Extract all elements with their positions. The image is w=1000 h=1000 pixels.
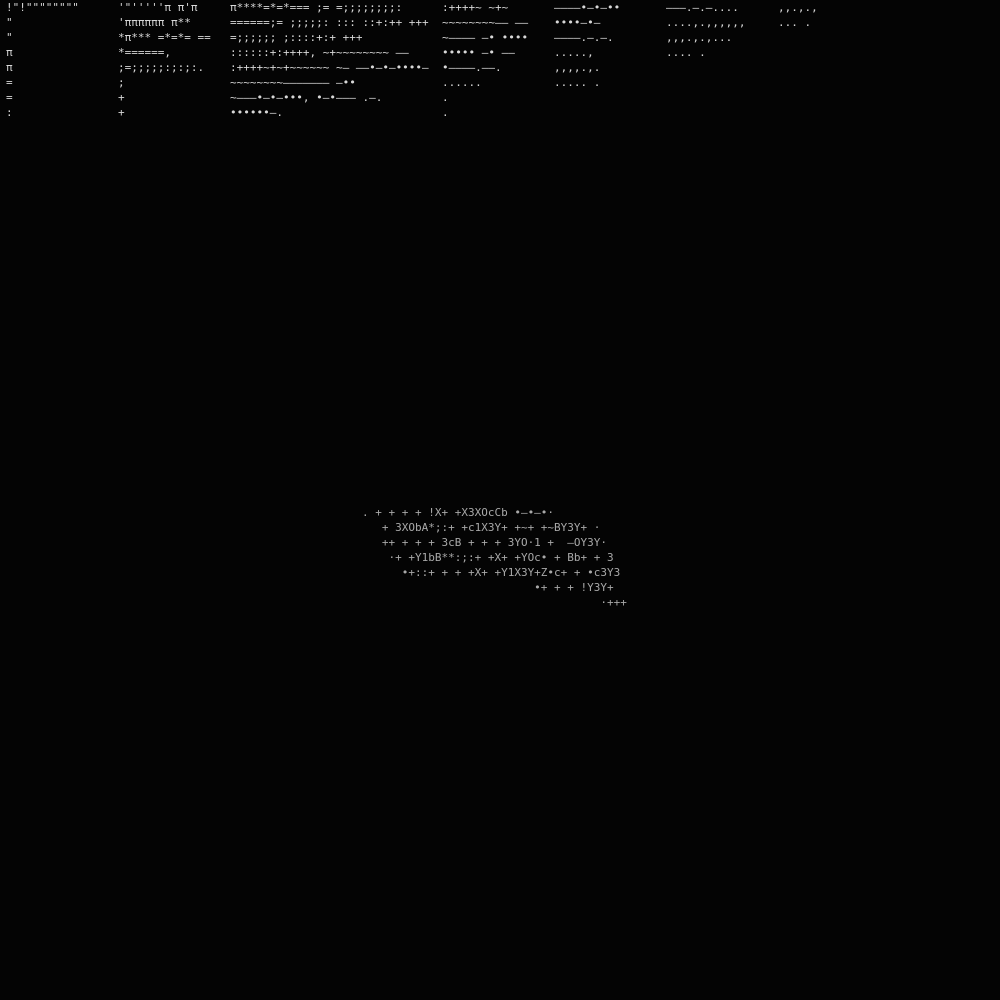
art-line: ++ + + + 3cB + + + 3YO·1 + —OY3Y· [362,536,608,549]
text-line: = [6,91,13,104]
text-column-5 [554,0,620,90]
text-line: π [6,61,13,74]
text-line: :++++~+~+~~~~~~ ~— ——•—•—••••— [230,61,429,74]
text-line: '"'''''π π'π [118,1,198,14]
text-line: :++++~ ~+~ [442,1,509,14]
text-line: + [118,91,125,104]
text-column-7 [778,0,818,30]
text-line: ~~~~~~~~—— —— [442,16,529,29]
text-line: .... . [666,46,706,59]
text-line: =;;;;;; ;::::+:+ +++ [230,31,363,44]
text-line: ••••••—. [230,106,283,119]
text-line: ....,.,,,,,, [666,16,746,29]
text-line: . [442,106,449,119]
text-line: . [442,91,449,104]
text-line: " [6,31,13,44]
text-line: + [118,106,125,119]
text-column-3 [230,0,429,120]
art-line: ·+ +Y1bB**:;:+ +X+ +YOc• + Bb+ + 3 [362,551,614,564]
text-line: 'ππππππ π** [118,16,191,29]
text-line: ,,,,.,. [554,61,601,74]
text-column-1 [6,0,79,120]
text-line: ... . [778,16,812,29]
text-line: ,,,.,.,... [666,31,733,44]
text-line: ..... . [554,76,601,89]
text-column-2 [118,0,211,120]
text-line: ;=;;;;;:;:;:. [118,61,205,74]
art-line: ·+++ [362,596,627,609]
art-line: . + + + + !X+ +X3XOcCb •—•—•· [362,506,555,519]
text-line: ••••• —• —— [442,46,515,59]
text-line: ::::::+:++++, ~+~~~~~~~~ —— [230,46,409,59]
text-line: ———.—.—.... [666,1,739,14]
center-ascii-art [362,505,627,610]
text-line: π [6,46,13,59]
text-line: *======, [118,46,171,59]
text-line: ————•—•—•• [554,1,621,14]
text-line: π****=*=*=== ;= =;;;;;;;;: [230,1,403,14]
text-column-6 [666,0,745,60]
text-line: ....., [554,46,594,59]
text-line: ••••—•— [554,16,601,29]
text-line: ...... [442,76,482,89]
text-column-4 [442,0,528,120]
text-line: = [6,76,13,89]
text-line: •————.——. [442,61,502,74]
text-line: " [6,16,13,29]
art-line: + 3XObA*;:+ +c1X3Y+ +~+ +~BY3Y+ · [362,521,601,534]
text-line: *π*** =*=*= == [118,31,211,44]
text-line: ~———— —• •••• [442,31,529,44]
text-line: ; [118,76,125,89]
art-line: •+::+ + + +X+ +Y1X3Y+Z•c+ + •c3Y3 [362,566,621,579]
text-line: !"!"""""""" [6,1,79,14]
art-line: •+ + + !Y3Y+ [362,581,614,594]
text-line: ————.—.—. [554,31,614,44]
text-line: ,,.,., [778,1,818,14]
text-line: ~———•—•—•••, •—•——— .—. [230,91,383,104]
text-line: ~~~~~~~~——————— —•• [230,76,356,89]
text-line: ======;= ;;;;;: ::: ::+:++ +++ [230,16,429,29]
text-line: : [6,106,13,119]
